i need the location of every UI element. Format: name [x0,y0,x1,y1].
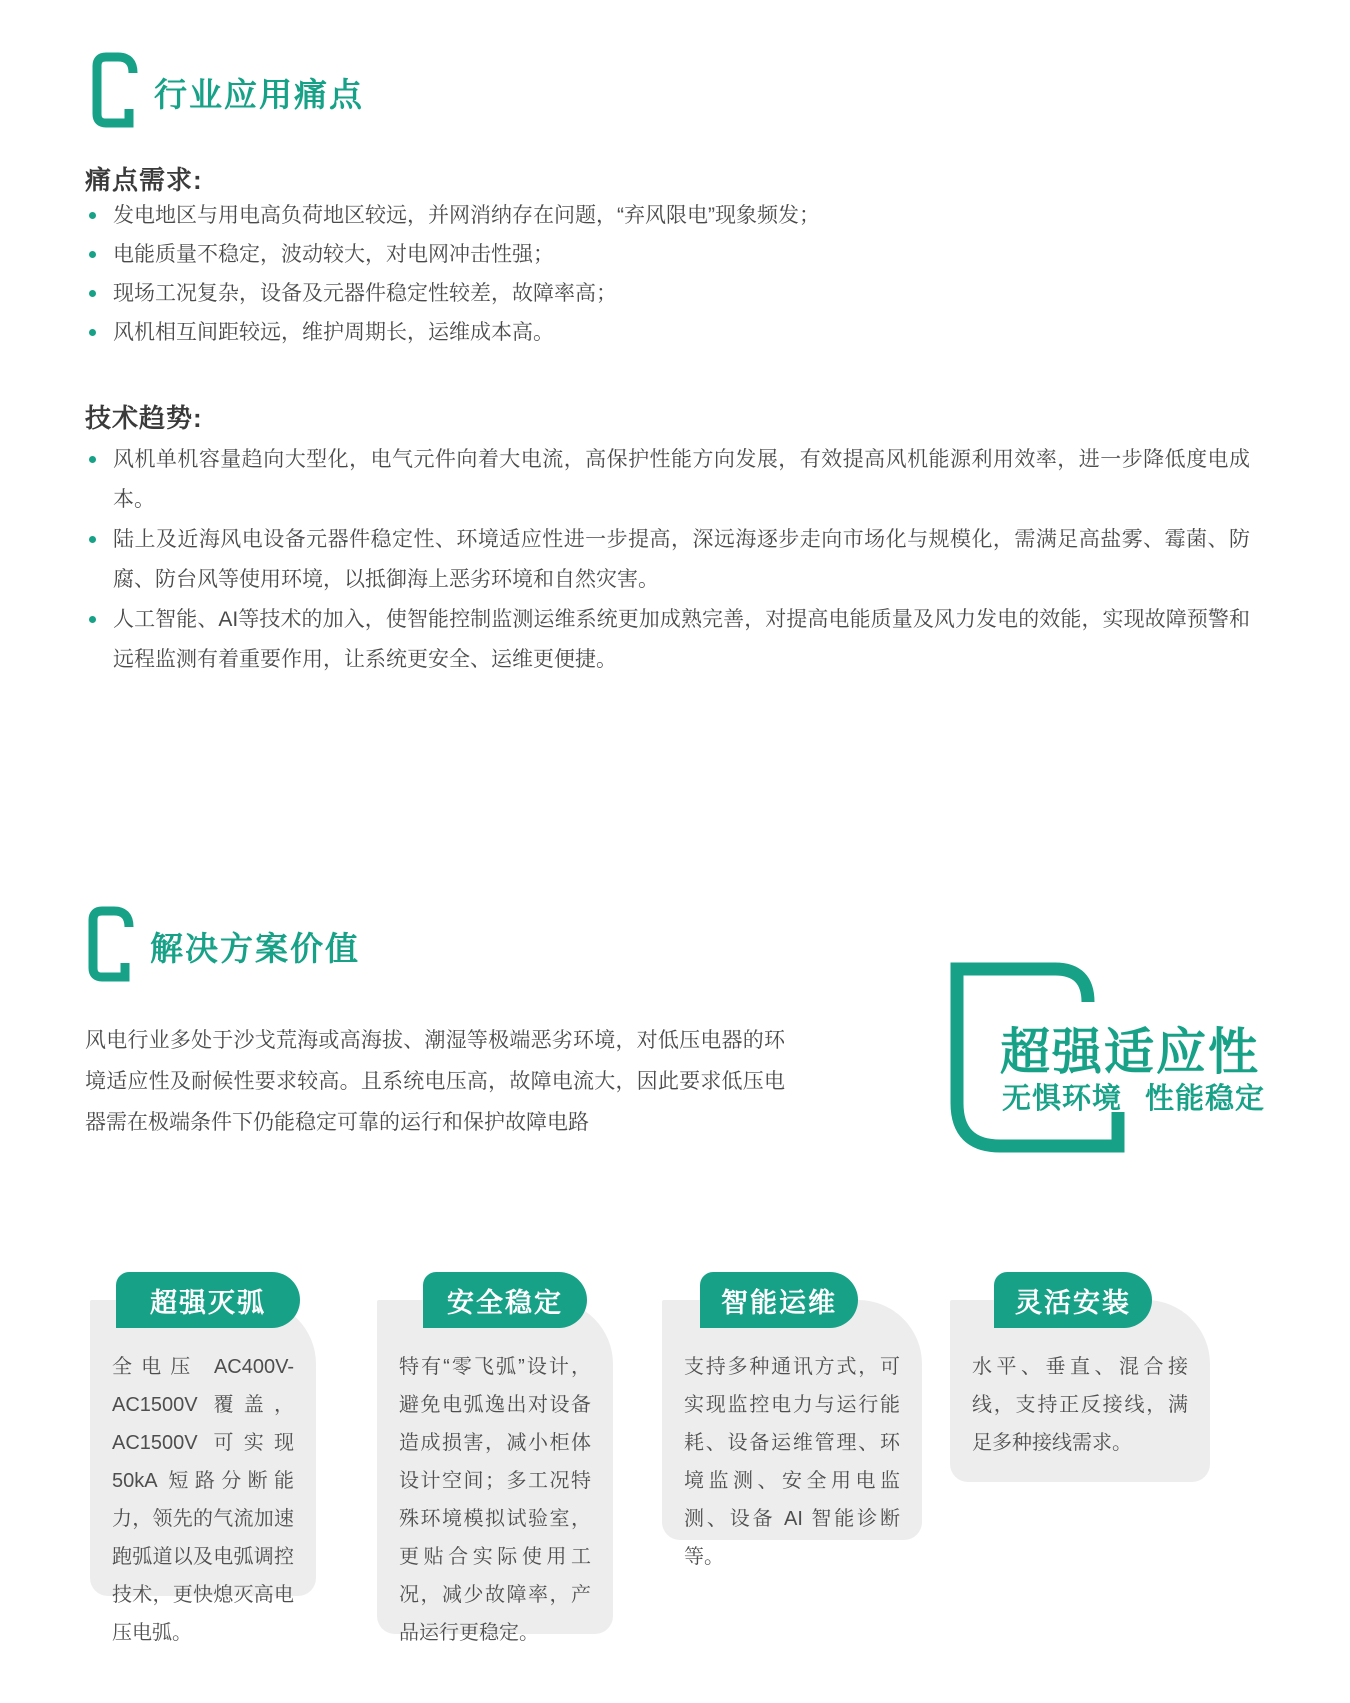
feature-card-arc-extinguishing [90,1287,316,1644]
bullet-icon [89,329,96,336]
card-body-text: 水平、垂直、混合接线，支持正反接线，满足多种接线需求。 [972,1356,1188,1454]
list-item: 人工智能、AI等技术的加入，使智能控制监测运维系统更加成熟完善，对提高电能质量及风力发电的效能，实现故障预警和远程监测有着重要作用，让系统更安全、运维更便捷。 [85,600,1250,680]
trends-list [85,440,1250,680]
card-title-badge: 超强灭弧 [116,1272,300,1328]
list-item: 发电地区与用电高负荷地区较远，并网消纳存在问题，“弃风限电”现象频发； [85,196,1265,235]
needs-list [85,196,1265,352]
list-item: 陆上及近海风电设备元器件稳定性、环境适应性进一步提高，深远海逐步走向市场化与规模化，需满足高盐雾、霉菌、防腐、防台风等使用环境，以抵御海上恶劣环境和自然灾害。 [85,520,1250,600]
bullet-icon [89,251,96,258]
needs-heading: 痛点需求: [85,165,203,195]
section-title: 解决方案价值 [150,930,360,967]
list-item: 风机相互间距较远，维护周期长，运维成本高。 [85,313,1265,352]
highlight-title: 超强适应性 [1000,1024,1260,1080]
page-title: 行业应用痛点 [154,76,364,113]
card-title-badge: 智能运维 [700,1272,858,1328]
highlight-block [950,962,1350,1162]
bullet-icon [89,616,96,623]
list-item: 现场工况复杂，设备及元器件稳定性较差，故障率高； [85,274,1265,313]
feature-card-flexible-installation [950,1287,1210,1482]
bullet-icon [89,456,96,463]
bullet-icon [89,536,96,543]
card-title-badge: 灵活安装 [994,1272,1152,1328]
section-bracket-icon [92,52,140,133]
trends-heading: 技术趋势: [85,403,203,433]
card-body-text: 支持多种通讯方式，可实现监控电力与运行能耗、设备运维管理、环境监测、安全用电监测、设备 AI 智能诊断等。 [684,1356,900,1568]
section-header-pain-points [92,52,364,133]
list-item: 电能质量不稳定，波动较大，对电网冲击性强； [85,235,1265,274]
feature-card-smart-operation [662,1287,922,1568]
solution-paragraph: 风电行业多处于沙戈荒海或高海拔、潮湿等极端恶劣环境，对低压电器的环境适应性及耐候性要求较高。且系统电压高，故障电流大，因此要求低压电器需在极端条件下仍能稳定可靠的运行和保护故障电路 [85,1029,785,1134]
section-bracket-icon [88,906,136,987]
section-header-solution-value [88,906,360,987]
card-body-text: 特有“零飞弧”设计，避免电弧逸出对设备造成损害，减小柜体设计空间；多工况特殊环境模拟试验室，更贴合实际使用工况，减少故障率，产品运行更稳定。 [399,1356,591,1644]
feature-card-safety-stability [377,1287,613,1644]
card-title-badge: 安全稳定 [423,1272,587,1328]
bullet-icon [89,212,96,219]
highlight-subtitle: 无惧环境 性能稳定 [1002,1083,1266,1115]
list-item: 风机单机容量趋向大型化，电气元件向着大电流，高保护性能方向发展，有效提高风机能源利用效率，进一步降低度电成本。 [85,440,1250,520]
card-body-text: 全电压 AC400V-AC1500V 覆盖，AC1500V 可实现 50kA 短路分断能力，领先的气流加速跑弧道以及电弧调控技术，更快熄灭高电压电弧。 [112,1356,294,1644]
bullet-icon [89,290,96,297]
